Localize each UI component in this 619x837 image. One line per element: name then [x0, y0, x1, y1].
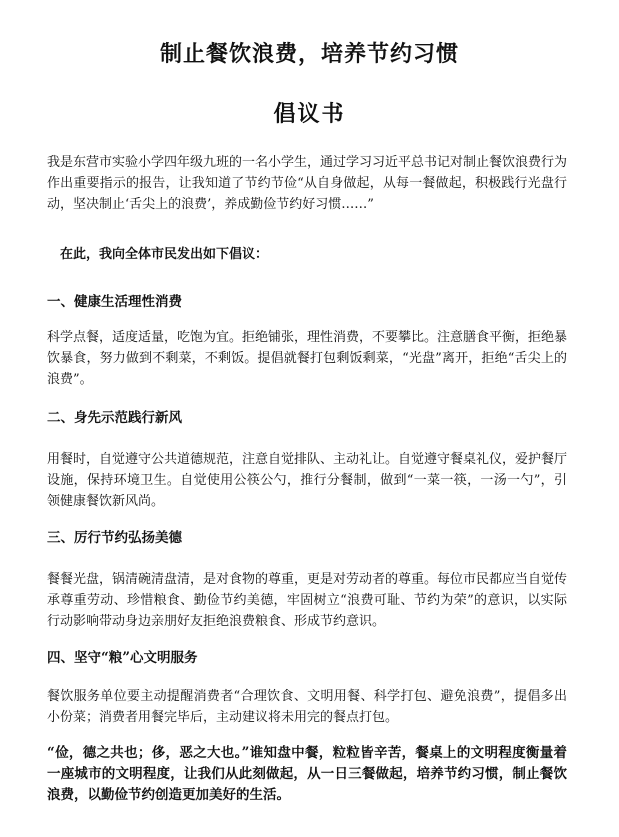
section-heading-2: 二、身先示范践行新风	[47, 410, 182, 426]
section-heading-3: 三、厉行节约弘扬美德	[47, 530, 182, 546]
closing-paragraph: “俭，德之共也；侈，恶之大也。”谁知盘中餐，粒粒皆辛苦，餐桌上的文明程度衡量着一座城市的文明程度，让我们从此刻做起，从一日三餐做起，培养节约习惯，制止餐饮浪费，以勤俭节约创造更加美好的生活。	[47, 745, 567, 803]
intro-paragraph: 我是东营市实验小学四年级九班的一名小学生，通过学习习近平总书记对制止餐饮浪费行为作出重要指示的报告，让我知道了节约节俭“从自身做起，从每一餐做起，积极践行光盘行动，坚决制止‘舌尖上的浪费’，养成勤俭节约好习惯……”	[47, 155, 568, 212]
call-to-action: 在此，我向全体市民发出如下倡议：	[60, 247, 269, 262]
section-heading-4: 四、坚守“粮”心文明服务	[47, 650, 198, 666]
section-body-2: 用餐时，自觉遵守公共道德规范，注意自觉排队、主动礼让。自觉遵守餐桌礼仪，爱护餐厅设施，保持环境卫生。自觉使用公筷公勺，推行分餐制，做到“一菜一筷，一汤一勺”，引领健康餐饮新风尚。	[47, 452, 568, 509]
document-title: 制止餐饮浪费，培养节约习惯	[159, 41, 459, 67]
document-subtitle: 倡议书	[273, 101, 346, 127]
section-body-3: 餐餐光盘，锅清碗清盘清，是对食物的尊重，更是对劳动者的尊重。每位市民都应当自觉传承尊重劳动、珍惜粮食、勤俭节约美德，牢固树立“浪费可耻、节约为荣”的意识，以实际行动影响带动身边亲朋好友拒绝浪费粮食、形成节约意识。	[47, 572, 568, 629]
section-body-4: 餐饮服务单位要主动提醒消费者“合理饮食、文明用餐、科学打包、避免浪费”，提倡多出小份菜；消费者用餐完毕后，主动建议将未用完的餐点打包。	[47, 689, 567, 725]
section-heading-1: 一、健康生活理性消费	[47, 294, 182, 310]
section-body-1: 科学点餐，适度适量，吃饱为宜。拒绝铺张，理性消费，不要攀比。注意膳食平衡，拒绝暴饮暴食，努力做到不剩菜，不剩饭。提倡就餐打包剩饭剩菜，“光盘”离开，拒绝“舌尖上的浪费”。	[47, 330, 568, 387]
